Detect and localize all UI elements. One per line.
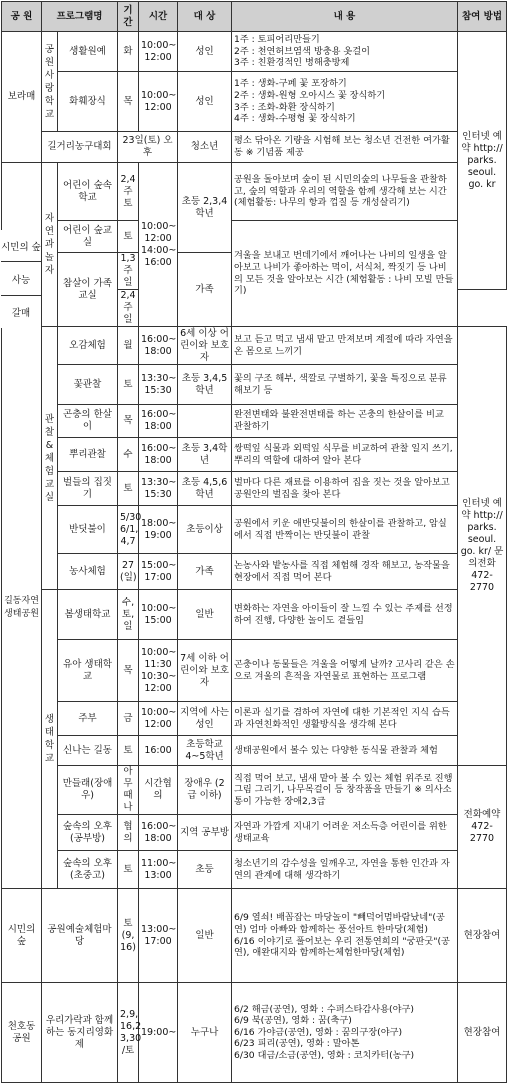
target-cell: 초등 3,4학년 (178, 438, 232, 472)
target-cell: 6세 이상 어린이와 보호자 (178, 327, 232, 365)
period-cell: 토 (118, 472, 139, 506)
table-row (2, 815, 507, 851)
target-cell: 초등 3,4,5 학년 (178, 365, 232, 405)
content-cell: 벌마다 다른 재료를 이용하여 집을 짓는 것을 알아보고 공원안의 벌집을 찾아 본다 (232, 472, 458, 506)
target-cell: 초등학교 4~5학년 (178, 736, 232, 766)
park-cell: 시민의 숲 (2, 889, 42, 983)
program-cell: 뿌리관찰 (58, 438, 118, 472)
target-cell (178, 405, 232, 438)
program-cell: 꽃관찰 (58, 365, 118, 405)
time-cell: 시간협의 (139, 766, 178, 815)
program-cell: 우리가락과 함께하는 동지리영화제 (42, 983, 118, 1083)
table-row (2, 766, 507, 815)
time-cell: 10:00~ 12:00 (139, 72, 178, 132)
program-cell: 주부 (58, 702, 118, 736)
program-schedule-table (1, 1, 507, 1083)
period-cell: 토 (118, 365, 139, 405)
program-cell: 유아 생태학교 (58, 640, 118, 702)
table-row (2, 438, 507, 472)
content-cell: 공원에서 키운 애반딧불이의 한살이를 관찰하고, 암실에서 직접 반짝이는 반딧불이 관찰 (232, 506, 458, 554)
header-target: 대 상 (178, 2, 232, 32)
period-cell: 월 (118, 327, 139, 365)
program-cell: 반딧불이 (58, 506, 118, 554)
period-cell: 금 (118, 702, 139, 736)
method-cell: 현장참여 (458, 889, 507, 983)
category-cell: 생태학교 (42, 590, 58, 889)
program-cell: 어린이 숲교실 (58, 221, 118, 253)
target-cell: 장애우 (2급 이하) (178, 766, 232, 815)
park-cell: 보라매 (2, 32, 42, 163)
target-cell: 일반 (178, 590, 232, 640)
header-period: 기간 (118, 2, 139, 32)
park-cell: 사능 (1, 262, 41, 296)
header-method: 참여 방법 (458, 2, 507, 32)
category-cell: 공원사랑학교 (42, 32, 58, 132)
table-row (2, 365, 507, 405)
target-cell: 성인 (178, 72, 232, 132)
program-cell: 농사체험 (58, 554, 118, 590)
target-cell: 가족 (178, 554, 232, 590)
park-cell: 천호동 공원 (2, 983, 42, 1083)
target-cell: 지역 공부방 (178, 815, 232, 851)
content-cell: 보고 듣고 먹고 냄새 맡고 만져보며 계절에 따라 자연을 온 몸으로 느끼기 (232, 327, 458, 365)
content-cell: 생태공원에서 볼수 있는 다양한 동식물 관찰과 체험 (232, 736, 458, 766)
header-program: 프로그램명 (42, 2, 118, 32)
period-cell: 5/30 6/1, 4,7 (118, 506, 139, 554)
program-cell: 곤충의 한살이 (58, 405, 118, 438)
time-cell: 13:00~ 17:00 (139, 889, 178, 983)
time-cell: 10:00~ 11:30 10:30~ 12:00 (139, 640, 178, 702)
header-row (2, 2, 507, 32)
content-cell: 변화하는 자연을 아이들이 잘 느낄 수 있는 주제를 선정하여 진행, 다양한 놀이도 곁들임 (232, 590, 458, 640)
content-cell: 직접 먹어 보고, 냄새 맡아 볼 수 있는 체험 위주로 진행 그림 그리기, 나무목걸이 등 창작품을 만들기 ※ 의사소통이 가능한 장애2,3급 (232, 766, 458, 815)
method-cell: 인터넷 예약 http:// parks. seoul. go. kr/ 문의전화 472-2770 (458, 327, 507, 766)
table-row (2, 554, 507, 590)
period-cell: 목 (118, 405, 139, 438)
content-cell: 꽃의 구조 해부, 색깔로 구별하기, 꽃을 특징으로 분류해보기 등 (232, 365, 458, 405)
time-cell: 11:00~ 13:00 (139, 851, 178, 889)
content-cell: 1주 : 토피어리만들기 2주 : 천연허브염색 방충용 옷걸이 3주 : 친환경적인 병해충방제 (232, 32, 458, 72)
content-cell: 쌍떡잎 식물과 외떡잎 식무를 비교하여 관찰 일지 쓰기, 뿌리의 역할에 대하여 알아 본다 (232, 438, 458, 472)
park-cell: 갈매 (1, 296, 41, 328)
category-cell: 관찰&체험교실 (42, 327, 58, 590)
table-row (2, 640, 507, 702)
program-cell: 숲속의 오후 (초중고) (58, 851, 118, 889)
method-cell: 인터넷 예약 http:// parks. seoul. go. kr (458, 32, 507, 290)
period-cell: 화 (118, 32, 139, 72)
time-cell: 16:00~ 18:00 (139, 327, 178, 365)
time-cell: 16:00~ 18:00 (139, 438, 178, 472)
time-cell: 10:00~ 12:00 (139, 702, 178, 736)
method-cell: 전화예약 472-2770 (458, 766, 507, 889)
target-cell: 가족 (178, 253, 232, 327)
target-cell: 초등 4,5,6 학년 (178, 472, 232, 506)
program-cell: 숲속의 오후 (공부방) (58, 815, 118, 851)
table-row (2, 72, 507, 132)
content-cell: 이론과 실기를 겸하여 자연에 대한 기본적인 지식 습득과 자연친화적인 생활방식을 생각해 본다 (232, 702, 458, 736)
period-time-cell: 23일(토) 오후 (118, 132, 178, 163)
table-row (2, 736, 507, 766)
program-cell: 어린이 숲속학교 (58, 163, 118, 221)
period-cell: 1,3 주 일 (118, 253, 139, 290)
period-cell: 수 (118, 438, 139, 472)
table-row (2, 983, 507, 1083)
target-cell: 초등 (178, 851, 232, 889)
category-cell: 자연과놀자 (42, 163, 58, 327)
target-cell: 일반 (178, 889, 232, 983)
table-row (2, 889, 507, 983)
content-cell: 논농사와 밭농사를 직접 체험해 경작 해보고, 농작물을 현장에서 직접 먹어 본다 (232, 554, 458, 590)
program-cell: 오감체험 (58, 327, 118, 365)
time-cell: 13:30~ 15:30 (139, 472, 178, 506)
target-cell: 7세 이하 어린이와 보호자 (178, 640, 232, 702)
content-cell: 청소년기의 감수성을 일깨우고, 자연을 통한 인간과 자연의 관계에 대해 생각하기 (232, 851, 458, 889)
time-cell: 16:00~ 18:00 (139, 815, 178, 851)
content-cell: 곤충이나 동물들은 겨울을 어떻게 날까? 고사리 같은 손으로 겨울의 흔적을 자연물로 표현하는 프로그램 (232, 640, 458, 702)
program-cell: 봄생태학교 (58, 590, 118, 640)
program-cell: 화훼장식 (58, 72, 118, 132)
time-cell: 10:00~ 12:00 14:00~ 16:00 (139, 163, 178, 327)
time-cell: 16:00~ 18:00 (139, 405, 178, 438)
target-cell: 초등이상 (178, 506, 232, 554)
target-cell: 누구나 (178, 983, 232, 1083)
target-cell: 초등 2,3,4 학년 (178, 163, 232, 253)
period-cell: 토 (118, 851, 139, 889)
table-row (2, 132, 507, 163)
table-row (2, 221, 507, 253)
program-cell: 벌들의 집짓기 (58, 472, 118, 506)
header-park: 공 원 (2, 2, 42, 32)
period-cell: 토 (118, 221, 139, 253)
header-time: 시간 (139, 2, 178, 32)
target-cell: 청소년 (178, 132, 232, 163)
table-row (2, 702, 507, 736)
content-cell: 겨울을 보내고 번데기에서 깨어나는 나비의 일생을 알아보고 나비가 좋아하는 먹이, 서식처, 짝짓기 등 나비의 모든 것을 알아보는 시간 (체험활동 : 나비 모빌 만들기) (232, 221, 458, 327)
period-cell: 목 (118, 72, 139, 132)
program-cell: 길거리농구대회 (42, 132, 118, 163)
time-cell: 16:00 (139, 736, 178, 766)
park-cell: 길동자연생태공원 (2, 327, 42, 889)
period-cell: 2,9, 16,2 3,30 /토 (118, 983, 139, 1083)
content-cell: 자연과 가깝게 지내기 어려운 저소득층 어린이를 위한 생태교육 (232, 815, 458, 851)
content-cell: 6/2 해금(공연), 영화 : 수퍼스타감사용(야구) 6/9 북(공연), 영화 : 꿈(축구) 6/16 가야금(공연), 영화 : 꿈의구장(야구) 6/23 피리(공연), 영화 : 말아톤 6/30 대금/소금(공연), 영화 : 코치카터(농구) (232, 983, 458, 1083)
table-row (2, 405, 507, 438)
period-cell: 협의 (118, 815, 139, 851)
table-row (2, 851, 507, 889)
content-cell: 공원을 돌아보며 숲이 된 시민의숲의 나무들을 관찰하고, 숲의 역할과 우리의 역할을 함께 생각해 보는 시간 (체험활동: 나무의 항과 껍질 등 개성살리기) (232, 163, 458, 221)
program-cell: 공원예술체험마당 (42, 889, 118, 983)
period-cell: 토 (118, 736, 139, 766)
content-cell: 1주 : 생화-구페 꽃 포장하기 2주 : 생화-원형 오아시스 꽃 장식하기 3주 : 조화-화환 장식하기 4주 : 생화-수평형 꽃 장식하기 (232, 72, 458, 132)
time-cell: 10:00~ 12:00 (139, 32, 178, 72)
program-cell: 생활원예 (58, 32, 118, 72)
time-cell: 15:00~ 17:00 (139, 554, 178, 590)
period-cell: 토 (9, 16) (118, 889, 139, 983)
content-cell: 6/9 열쇠! 배꼽잡는 마당놀이 "빼덕어멈바람났네"(공연) 엄마 아빠와 함께하는 풍선아트 한마당(체험) 6/16 이야기로 풀어보는 우리 전통연희의 "궁판굿"(공연), 애완대지와 함께하는체험한마당(체험) (232, 889, 458, 983)
period-cell: 2,4 주 토 (118, 163, 139, 221)
program-cell: 신나는 길동 (58, 736, 118, 766)
program-cell: 참살이 가족교실 (58, 253, 118, 327)
program-cell: 만들래(장애우) (58, 766, 118, 815)
time-cell: 13:30~ 15:30 (139, 365, 178, 405)
table-row (2, 32, 507, 72)
left-park-labels (1, 230, 41, 328)
table-row (2, 506, 507, 554)
period-cell: 27 (일) (118, 554, 139, 590)
table-row (2, 590, 507, 640)
content-cell: 평소 닦아온 기량을 시험해 보는 청소년 건전한 여가활동 ※ 기념품 제공 (232, 132, 458, 163)
period-cell: 목 (118, 640, 139, 702)
target-cell: 성인 (178, 32, 232, 72)
time-cell: 18:00~ 19:00 (139, 506, 178, 554)
time-cell: 19:00~ (139, 983, 178, 1083)
method-cell: 현장참여 (458, 983, 507, 1083)
period-cell: 2,4 주 일 (118, 290, 139, 327)
content-cell: 완전변태와 불완전변태를 하는 곤충의 한살이를 비교 관찰하기 (232, 405, 458, 438)
table-row (2, 163, 507, 221)
park-cell: 시민의 숲 (1, 230, 41, 262)
target-cell: 지역에 사는 성인 (178, 702, 232, 736)
table-row (2, 472, 507, 506)
period-cell: 수, 토, 일 (118, 590, 139, 640)
header-content: 내 용 (232, 2, 458, 32)
period-cell: 아무 때나 (118, 766, 139, 815)
table-row (2, 327, 507, 365)
time-cell: 10:00~ 15:00 (139, 590, 178, 640)
